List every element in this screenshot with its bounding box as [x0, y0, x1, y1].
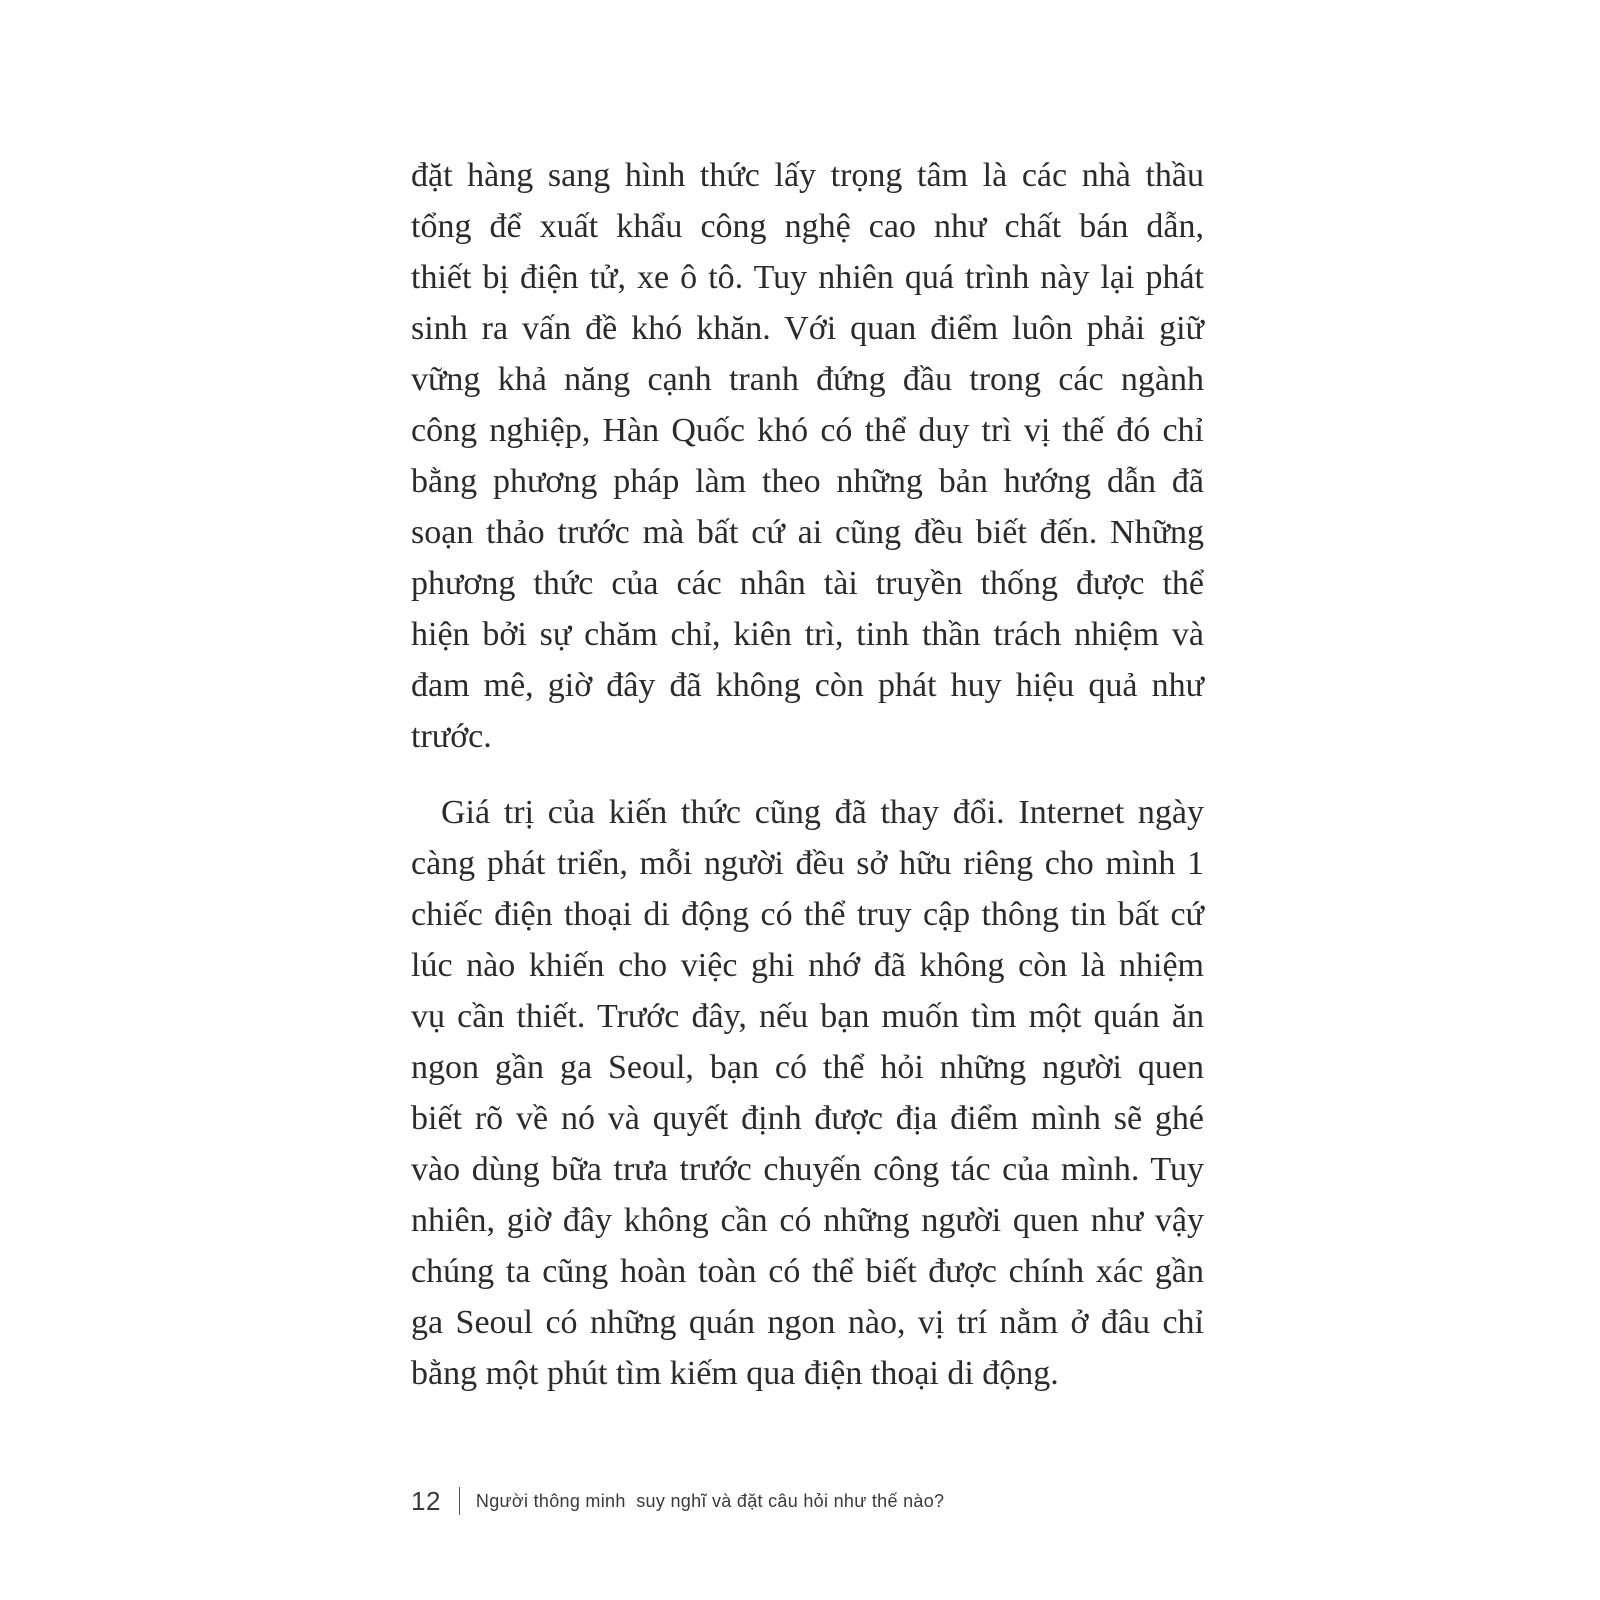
text-line: Giá trị của kiến thức cũng đã thay đổi. Internet ngày [441, 794, 1204, 831]
footer-divider [459, 1487, 460, 1515]
text-line: công nghiệp, Hàn Quốc khó có thể duy trì vị thế đó chỉ [411, 412, 1204, 449]
text-line: sinh ra vấn đề khó khăn. Với quan điểm luôn phải giữ [411, 310, 1204, 347]
text-line: trước. [411, 718, 492, 755]
text-line: bằng phương pháp làm theo những bản hướng dẫn đã [411, 463, 1204, 500]
text-line: ngon gần ga Seoul, bạn có thể hỏi những người quen [411, 1049, 1204, 1086]
text-line: vững khả năng cạnh tranh đứng đầu trong các ngành [411, 361, 1204, 398]
running-title: Người thông minh suy nghĩ và đặt câu hỏi như thế nào? [475, 1490, 945, 1511]
text-line: tổng để xuất khẩu công nghệ cao như chất bán dẫn, [411, 208, 1204, 245]
text-line: soạn thảo trước mà bất cứ ai cũng đều biết đến. Những [411, 514, 1204, 551]
text-line: hiện bởi sự chăm chỉ, kiên trì, tinh thần trách nhiệm và [411, 616, 1204, 653]
text-line: đặt hàng sang hình thức lấy trọng tâm là các nhà thầu [411, 157, 1204, 194]
text-line: bằng một phút tìm kiếm qua điện thoại di động. [411, 1355, 1059, 1392]
text-line: biết rõ về nó và quyết định được địa điểm mình sẽ ghé [411, 1100, 1204, 1137]
text-line: thiết bị điện tử, xe ô tô. Tuy nhiên quá trình này lại phát [411, 259, 1204, 296]
paragraph-2 [411, 787, 1204, 1399]
text-line: nhiên, giờ đây không cần có những người quen như vậy [411, 1202, 1204, 1239]
text-line: chiếc điện thoại di động có thể truy cập thông tin bất cứ [411, 896, 1204, 933]
text-line: chúng ta cũng hoàn toàn có thể biết được chính xác gần [411, 1253, 1204, 1290]
page-number: 12 [411, 1485, 441, 1516]
paragraph-1 [411, 150, 1204, 762]
text-line: ga Seoul có những quán ngon nào, vị trí nằm ở đâu chỉ [411, 1304, 1204, 1341]
page-footer [411, 1481, 944, 1521]
text-line: đam mê, giờ đây đã không còn phát huy hiệu quả như [411, 667, 1204, 704]
text-line: càng phát triển, mỗi người đều sở hữu riêng cho mình 1 [411, 845, 1204, 882]
body-text [411, 150, 1204, 1392]
text-line: lúc nào khiến cho việc ghi nhớ đã không còn là nhiệm [411, 947, 1204, 984]
text-line: vụ cần thiết. Trước đây, nếu bạn muốn tìm một quán ăn [411, 998, 1204, 1035]
text-line: vào dùng bữa trưa trước chuyến công tác của mình. Tuy [411, 1151, 1204, 1188]
text-line: phương thức của các nhân tài truyền thống được thể [411, 565, 1204, 602]
